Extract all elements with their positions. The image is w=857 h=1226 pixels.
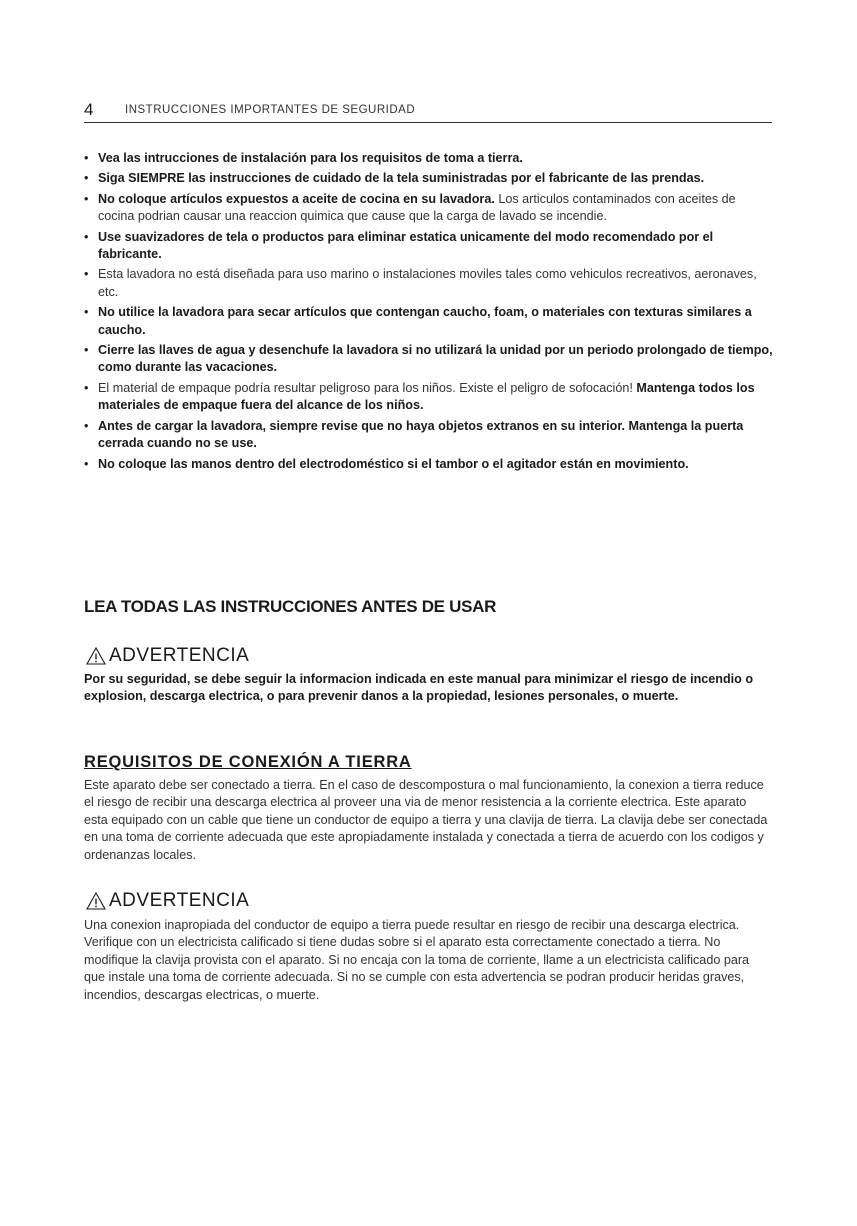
bullet-item: • Siga SIEMPRE las instrucciones de cuidado de la tela suministradas por el fabricante de las prendas.	[84, 170, 774, 187]
warning-triangle-icon	[86, 647, 106, 665]
bullet-item: • El material de empaque podría resultar peligroso para los niños. Existe el peligro de sofocación! Mantenga todos los materiales de empaque fuera del alcance de los niños.	[84, 380, 774, 415]
bullet-item: • Cierre las llaves de agua y desenchufe la lavadora si no utilizará la unidad por un periodo prolongado de tiempo, como durante las vacaciones.	[84, 342, 774, 377]
header-title: INSTRUCCIONES IMPORTANTES DE SEGURIDAD	[125, 104, 416, 116]
warning-title: ADVERTENCIA	[86, 890, 249, 912]
warning-triangle-icon	[86, 892, 106, 910]
grounding-requirements-heading: REQUISITOS DE CONEXIÓN A TIERRA	[84, 753, 412, 771]
bullet-item: • No coloque las manos dentro del electrodoméstico si el tambor o el agitador están en movimiento.	[84, 456, 774, 473]
bullet-item: • Antes de cargar la lavadora, siempre revise que no haya objetos extranos en su interior. Mantenga la puerta cerrada cuando no se use.	[84, 418, 774, 453]
page-number: 4	[84, 100, 94, 119]
bullet-item: • No utilice la lavadora para secar artículos que contengan caucho, foam, o materiales con texturas similares a caucho.	[84, 304, 774, 339]
warning-title: ADVERTENCIA	[86, 645, 249, 667]
read-all-instructions-heading: LEA TODAS LAS INSTRUCCIONES ANTES DE USAR	[84, 597, 497, 616]
bullet-item: • Vea las intrucciones de instalación para los requisitos de toma a tierra.	[84, 150, 774, 167]
bullet-item: • No coloque artículos expuestos a aceite de cocina en su lavadora. Los articulos contaminados con aceites de cocina podrian causar una reaccion quimica que cause que la carga de lavado se incendie.	[84, 191, 774, 226]
bullet-item: • Esta lavadora no está diseñada para uso marino o instalaciones moviles tales como vehiculos recreativos, aeronaves, etc.	[84, 266, 774, 301]
grounding-warning-text: Una conexion inapropiada del conductor de equipo a tierra puede resultar en riesgo de recibir una descarga electrica. Verifique con un electricista calificado si tiene dudas sobre si el aparato esta correctamente conectado a tierra. No modifique la clavija provista con el aparato. Si no encaja con la toma de corriente, llame a un electricista calificado para que instale una toma de corriente adecuada. Si no se cumple con esta advertencia se podran producir heridas graves, incendios, descargas electricas, o muerte.	[84, 918, 750, 1002]
grounding-requirements-text: Este aparato debe ser conectado a tierra. En el caso de descompostura o mal funcionamiento, la conexion a tierra reduce el riesgo de recibir una descarga electrica al proveer una via de menor resistencia a la corriente electrica. Este aparato esta equipado con un cable que tiene un conductor de equipo a tierra y una clavija de tierra. La clavija debe ser conectada en una toma de corriente adecuada que este apropiadamente instalada y conectada a tierra de acuerdo con los codigos y ordenanzas locales.	[84, 778, 768, 862]
warning-text: Por su seguridad, se debe seguir la informacion indicada en este manual para minimizar el riesgo de incendio o explosion, descarga electrica, o para prevenir danos a la propiedad, lesiones personales, o muerte.	[84, 672, 754, 704]
page-header	[84, 100, 772, 123]
bullet-item: • Use suavizadores de tela o productos para eliminar estatica unicamente del modo recomendado por el fabricante.	[84, 229, 774, 264]
safety-bullet-list	[84, 150, 774, 476]
